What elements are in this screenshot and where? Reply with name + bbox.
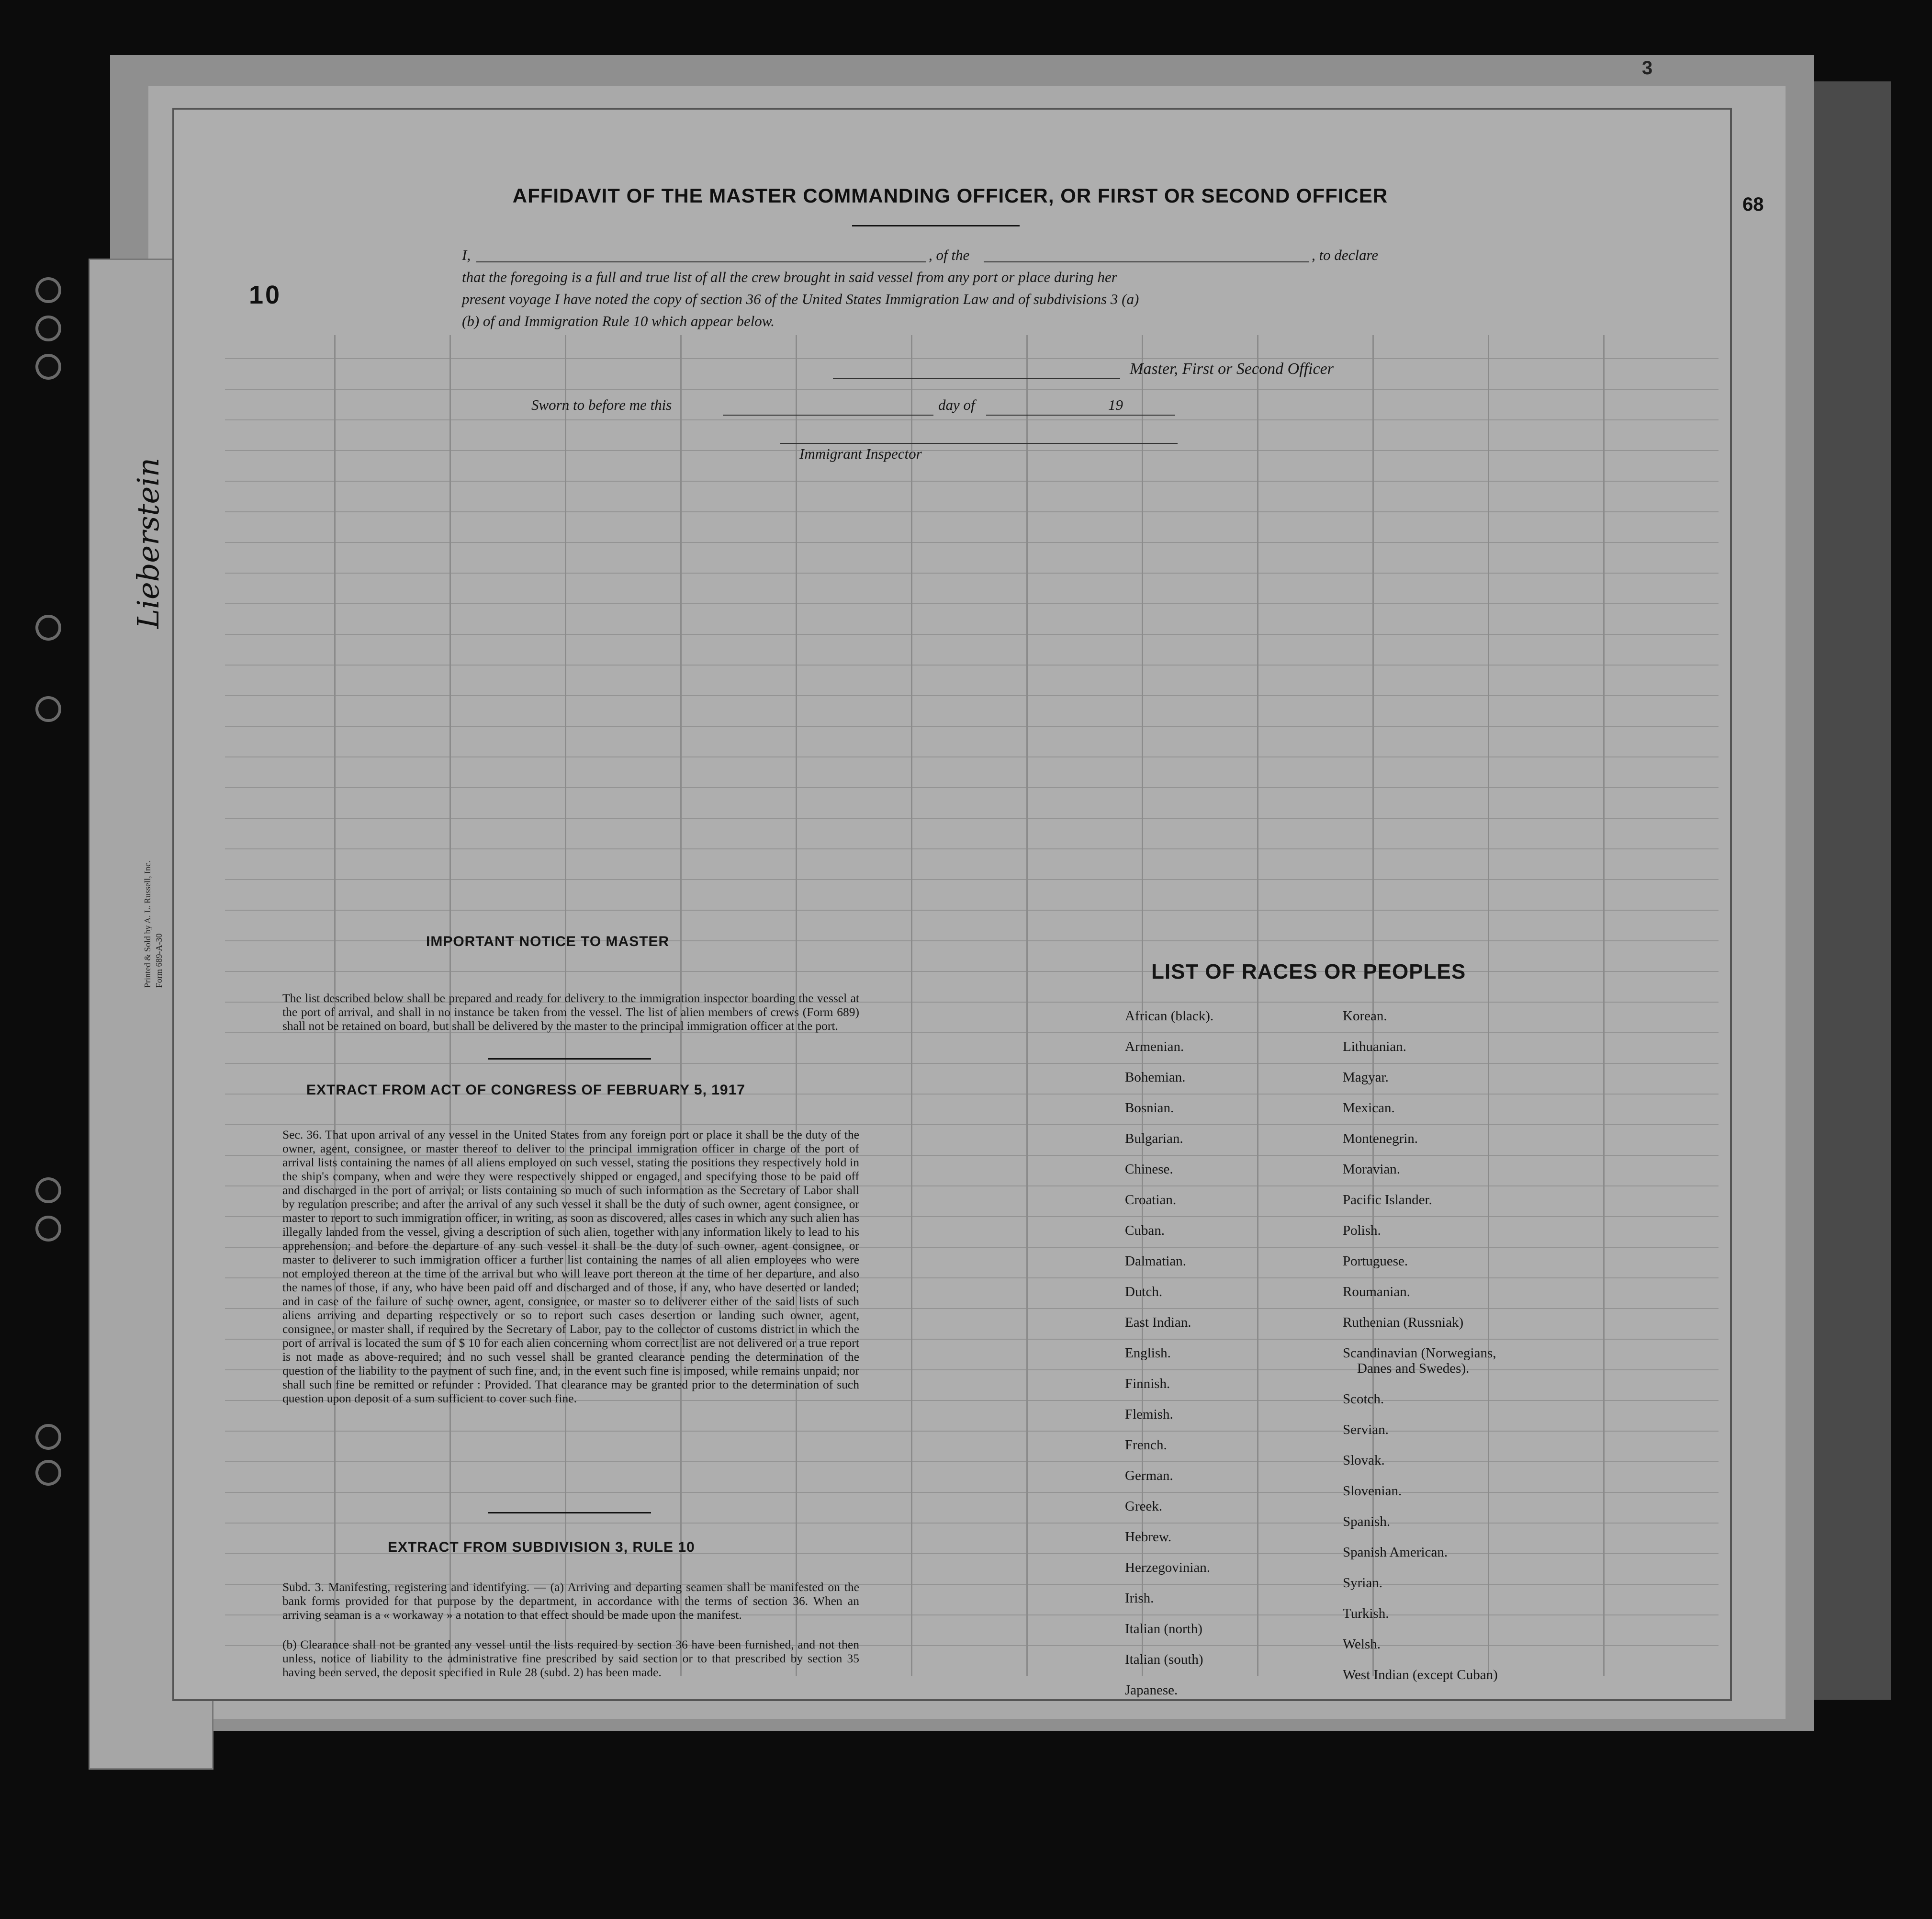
affidavit-of-the: , of the	[929, 247, 970, 263]
race-item: Welsh.	[1343, 1637, 1381, 1652]
side-printed-credit: Printed & Sold by A. L. Russell, Inc. Form 689-A-30	[143, 860, 164, 988]
race-item: Mexican.	[1343, 1100, 1395, 1116]
race-item: East Indian.	[1125, 1315, 1191, 1330]
race-item: West Indian (except Cuban)	[1343, 1667, 1498, 1682]
race-item: Dutch.	[1125, 1284, 1163, 1299]
race-item: Danes and Swedes).	[1357, 1361, 1470, 1376]
race-item: Roumanian.	[1343, 1284, 1410, 1299]
sheet-mark: 10	[249, 281, 282, 309]
act-text: Sec. 36. That upon arrival of any vessel in the United States from any foreign port or place it shall be the duty of the owner, agent, consignee, or master thereof to deliver to the principal immigration officer in charge of the port of arrival lists containing the names of all aliens employed on such vessel, stating the positions they respectively hold in the ship's company, when and were they were respectively shipped or engaged, and specifying those to be paid off and discharged in the port of arrival; or lists containing so much of such information as the Secretary of Labor shall by regulation prescribe; and after the arrival of any such vessel it shall be the duty of such owner, agent consignee, or master to report to such immigration officer, in writing, as soon as discovered, alles cases in which any such alien has illegally landed from the vessel, giving a description of such alien, together with any information likely to lead to his apprehension; and before the departure of any such vessel it shall be the duty of such owner, agent consignee, or master to deliverer to such immigration officer a further list containing the names of all alien employees who were not employed thereon at the time of the arrival but who will leave port thereon at the time of her departure, and also the names of those, if any, who have been paid off and discharged and of those, if any, who have deserted or landed; and in case of the failure of suche owner, agent, consignee, or master so to deliverer either of the said lists of such aliens arriving and departing respectively or so to report such cases desertion or landing such owner, agent, consignee, or master shall, if required by the Secretary of Labor, pay to the collector of customs district in which the port of arrival is located the sum of $ 10 for each alien concerning whom correct list are not delivered or a true report is not made as above-required; and no such vessel shall be granted clearance pending the determination of the question of the liability to the payment of such fine, and, in the event such fine is imposed, while remains unpaid; nor shall such fine be remitted or refunder : Provided. That clearance may be granted prior to the determination of such question upon deposit of a sum sufficient to cover such fine.	[282, 1128, 859, 1405]
race-item: Dalmatian.	[1125, 1253, 1187, 1269]
punch-hole	[38, 1219, 58, 1239]
punch-hole	[38, 699, 58, 719]
race-item: Bulgarian.	[1125, 1131, 1183, 1146]
race-item: Spanish American.	[1343, 1545, 1448, 1560]
officer-label: Master, First or Second Officer	[1130, 360, 1334, 378]
race-item: Greek.	[1125, 1499, 1163, 1514]
race-item: Syrian.	[1343, 1575, 1382, 1591]
race-item: Turkish.	[1343, 1606, 1389, 1621]
rule-text-a: Subd. 3. Manifesting, registering and identifying. — (a) Arriving and departing seamen shall be manifested on the bank forms provided for that purpose by the department, in accordance with the terms of section 36. When an arriving seaman is a « workaway » a notation to that effect should be made upon the manifest.	[282, 1580, 859, 1622]
race-item: Magyar.	[1343, 1070, 1389, 1085]
sworn-label: Sworn to before me this	[531, 396, 672, 413]
race-item: Lithuanian.	[1343, 1039, 1406, 1054]
race-item: Slovenian.	[1343, 1483, 1402, 1499]
vessel-blank[interactable]	[984, 261, 1309, 262]
race-item: Herzegovinian.	[1125, 1560, 1210, 1575]
page-number: 68	[1742, 194, 1764, 215]
rule-title: EXTRACT FROM SUBDIVISION 3, RULE 10	[388, 1539, 695, 1555]
title-rule	[852, 225, 1020, 226]
top-right-mark: 3	[1642, 57, 1653, 79]
punch-hole	[38, 1180, 58, 1200]
side-handwriting: Lieberstein	[131, 458, 166, 629]
race-item: Bosnian.	[1125, 1100, 1174, 1116]
act-rule	[488, 1512, 651, 1513]
sworn-day-blank[interactable]	[723, 415, 933, 416]
race-item: Portuguese.	[1343, 1253, 1408, 1269]
punch-hole	[38, 1463, 58, 1483]
race-item: Chinese.	[1125, 1162, 1173, 1177]
affidavit-line-3: present voyage I have noted the copy of section 36 of the United States Immigration Law and of subdivisions 3 (a)	[462, 291, 1139, 307]
race-item: Italian (south)	[1125, 1652, 1203, 1667]
race-item: Armenian.	[1125, 1039, 1184, 1054]
race-item: Japanese.	[1125, 1682, 1178, 1698]
races-left-column	[1125, 1001, 1326, 1705]
affidavit-i: I,	[462, 247, 471, 263]
punch-hole	[38, 618, 58, 638]
race-item: Spanish.	[1343, 1514, 1391, 1529]
act-title: EXTRACT FROM ACT OF CONGRESS OF FEBRUARY 5, 1917	[306, 1082, 745, 1098]
race-item: Cuban.	[1125, 1223, 1165, 1238]
race-item: Scotch.	[1343, 1391, 1384, 1407]
races-right-column	[1343, 1001, 1592, 1690]
race-item: Servian.	[1343, 1422, 1389, 1437]
race-item: Pacific Islander.	[1343, 1192, 1432, 1208]
year-prefix: 19	[1108, 396, 1123, 413]
notice-rule	[488, 1058, 651, 1060]
notice-title: IMPORTANT NOTICE TO MASTER	[426, 934, 670, 949]
affidavit-body	[462, 244, 1635, 335]
punch-hole	[38, 318, 58, 339]
affidavit-declare: , to declare	[1312, 247, 1379, 263]
punch-hole	[38, 280, 58, 300]
race-item: Croatian.	[1125, 1192, 1177, 1208]
race-item: Moravian.	[1343, 1162, 1400, 1177]
race-item: Polish.	[1343, 1223, 1381, 1238]
race-item: Ruthenian (Russniak)	[1343, 1315, 1464, 1330]
day-of-label: day of	[938, 396, 975, 413]
sworn-year-blank[interactable]	[1127, 415, 1175, 416]
races-title: LIST OF RACES OR PEOPLES	[1151, 960, 1466, 983]
punch-hole	[38, 1427, 58, 1447]
affidavit-line-4: (b) of and Immigration Rule 10 which appear below.	[462, 313, 775, 329]
inspector-signature-blank[interactable]	[780, 443, 1178, 444]
master-signature-blank[interactable]	[833, 378, 1120, 379]
race-item: English.	[1125, 1345, 1171, 1361]
sworn-line	[531, 396, 1584, 420]
affidavit-line-2: that the foregoing is a full and true list of all the crew brought in said vessel from any port or place during her	[462, 269, 1117, 285]
race-item: French.	[1125, 1437, 1167, 1453]
affidavit-title: AFFIDAVIT OF THE MASTER COMMANDING OFFICER, OR FIRST OR SECOND OFFICER	[512, 184, 1388, 207]
race-item: Korean.	[1343, 1008, 1387, 1024]
race-item: Montenegrin.	[1343, 1131, 1418, 1146]
race-item: Scandinavian (Norwegians,	[1343, 1345, 1496, 1361]
inspector-label: Immigrant Inspector	[799, 445, 922, 462]
race-item: African (black).	[1125, 1008, 1214, 1024]
race-item: Italian (north)	[1125, 1621, 1202, 1637]
race-item: Bohemian.	[1125, 1070, 1186, 1085]
rule-text-b: (b) Clearance shall not be granted any vessel until the lists required by section 36 have been furnished, and not then unless, notice of liability to the administrative fine prescribed by said section or to that prescribed by section 35 having been served, the deposit specified in Rule 28 (subd. 2) has been made.	[282, 1637, 859, 1679]
name-blank[interactable]	[476, 261, 926, 262]
punch-hole	[38, 357, 58, 377]
race-item: Hebrew.	[1125, 1529, 1172, 1545]
affidavit-line-1	[462, 244, 1635, 266]
race-item: Irish.	[1125, 1591, 1154, 1606]
race-item: Finnish.	[1125, 1376, 1170, 1391]
race-item: Flemish.	[1125, 1407, 1173, 1422]
notice-text: The list described below shall be prepared and ready for delivery to the immigration inspector boarding the vessel at the port of arrival, and shall in no instance be taken from the vessel. The list of alien members of crews (Form 689) shall not be retained on board, but shall be delivered by the master to the principal immigration officer at the port.	[282, 991, 859, 1033]
race-item: German.	[1125, 1468, 1173, 1483]
race-item: Slovak.	[1343, 1453, 1385, 1468]
